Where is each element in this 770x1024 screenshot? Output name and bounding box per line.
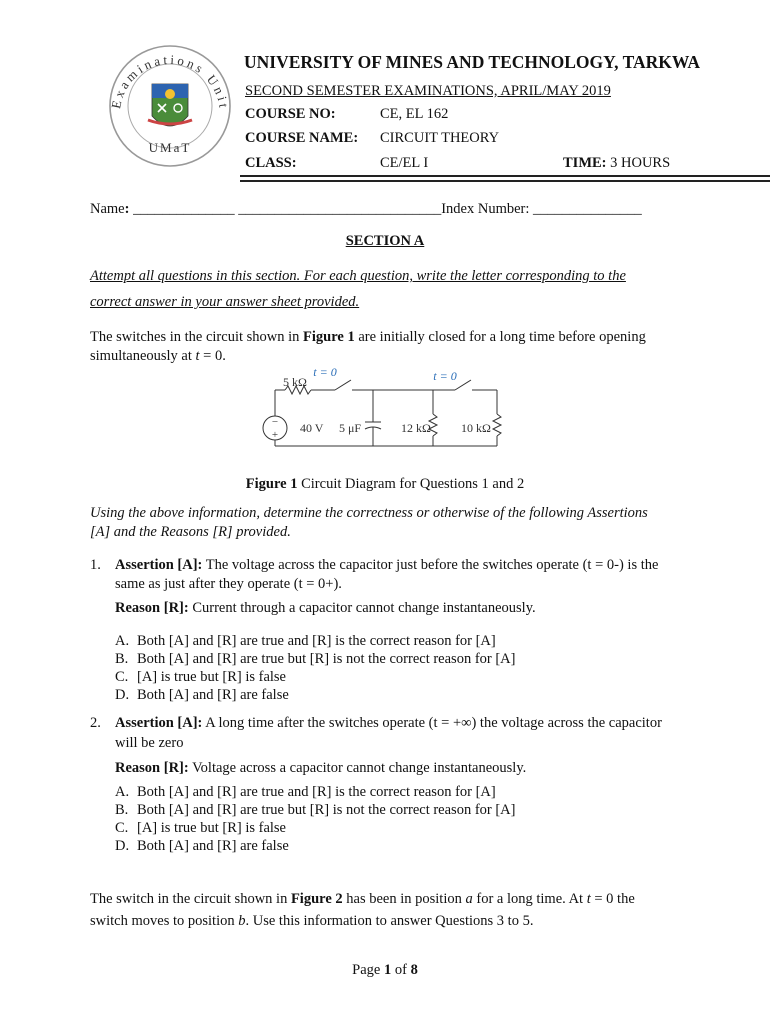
course-name: CIRCUIT THEORY [380,130,500,146]
intro2-line1: The switch in the circuit shown in Figure 2 has been in position a for a long time. At t = 0 the [90,891,635,907]
course-name-label: COURSE NAME: [245,130,359,146]
q2-option-a[interactable]: A. Both [A] and [R] are true and [R] is the correct reason for [A] [115,784,496,800]
q1-reason: Reason [R]: Current through a capacitor cannot change instantaneously. [115,600,536,616]
seal-abbr: UMaT [148,140,192,155]
assertion-intro-line2: [A] and the Reasons [R] provided. [90,524,291,540]
figure-1-caption: Figure 1 Circuit Diagram for Questions 1 and 2 [245,476,525,492]
name-index-line: Name: ______________ ____________________________Index Number: _______________ [90,201,642,217]
instruction-line-1: Attempt all questions in this section. For each question, write the letter corresponding to the [90,268,626,284]
exam-title: SECOND SEMESTER EXAMINATIONS, APRIL/MAY 2019 [245,83,611,99]
course-no-label: COURSE NO: [245,106,336,122]
name-blank: ______________ ____________________________ [129,201,442,217]
header-rule-bottom [240,180,770,182]
time-field [563,155,670,172]
course-no: CE, EL 162 [380,106,449,122]
q2-number: 2. [90,715,101,731]
r3-label: 10 kΩ [461,421,491,435]
university-title: UNIVERSITY OF MINES AND TECHNOLOGY, TARKWA [244,52,701,72]
switch2-label: t = 0 [433,369,457,383]
figure-1-circuit [255,362,515,452]
index-number-label: Index Number: _______________ [441,201,642,217]
class-label: CLASS: [245,155,297,171]
q2-option-d[interactable]: D. Both [A] and [R] are false [115,838,289,854]
source-plus: + [271,429,279,441]
svg-text:Examinations Unit: Examinations Unit [108,51,232,112]
intro1-line2: simultaneously at t = 0. [90,348,226,364]
q2-option-b[interactable]: B. Both [A] and [R] are true but [R] is not the correct reason for [A] [115,802,516,818]
name-label: Name [90,201,125,217]
section-title: SECTION A [345,233,425,249]
instruction-line-2: correct answer in your answer sheet provided. [90,294,360,310]
r1-label: 5 kΩ [283,375,307,389]
switch1-label: t = 0 [313,365,337,379]
q1-option-c[interactable]: C. [A] is true but [R] is false [115,669,286,685]
r2-label: 12 kΩ [401,421,431,435]
q2-options [115,783,515,855]
class-value: CE/EL I [380,155,429,171]
cap-label: 5 μF [339,421,362,435]
umat-seal [108,44,232,168]
q1-number: 1. [90,557,101,573]
time-value: 3 HOURS [610,155,671,171]
intro1-line1: The switches in the circuit shown in Figure 1 are initially closed for a long time before opening [90,329,646,345]
q2-assertion-line1: Assertion [A]: A long time after the switches operate (t = +∞) the voltage across the capacitor [115,715,662,731]
source-minus: − [271,416,279,428]
source-label: 40 V [300,421,324,435]
q1-options [115,632,515,704]
q1-option-b[interactable]: B. Both [A] and [R] are true but [R] is not the correct reason for [A] [115,651,516,667]
q2-option-c[interactable]: C. [A] is true but [R] is false [115,820,286,836]
header-rule-top [240,175,770,177]
time-label: TIME: [563,155,607,171]
q2-assertion-line2: will be zero [115,735,184,751]
assertion-intro-line1: Using the above information, determine the correctness or otherwise of the following Assertions [90,505,648,521]
intro2-line2: switch moves to position b. Use this information to answer Questions 3 to 5. [90,913,534,929]
page-number: Page 1 of 8 [352,962,418,978]
q1-option-a[interactable]: A. Both [A] and [R] are true and [R] is the correct reason for [A] [115,633,496,649]
q1-assertion-line1: Assertion [A]: The voltage across the capacitor just before the switches operate (t = 0-) is the [115,557,659,573]
q1-option-d[interactable]: D. Both [A] and [R] are false [115,687,289,703]
q1-assertion-line2: same as just after they operate (t = 0+). [115,576,342,592]
q2-reason: Reason [R]: Voltage across a capacitor cannot change instantaneously. [115,760,527,776]
